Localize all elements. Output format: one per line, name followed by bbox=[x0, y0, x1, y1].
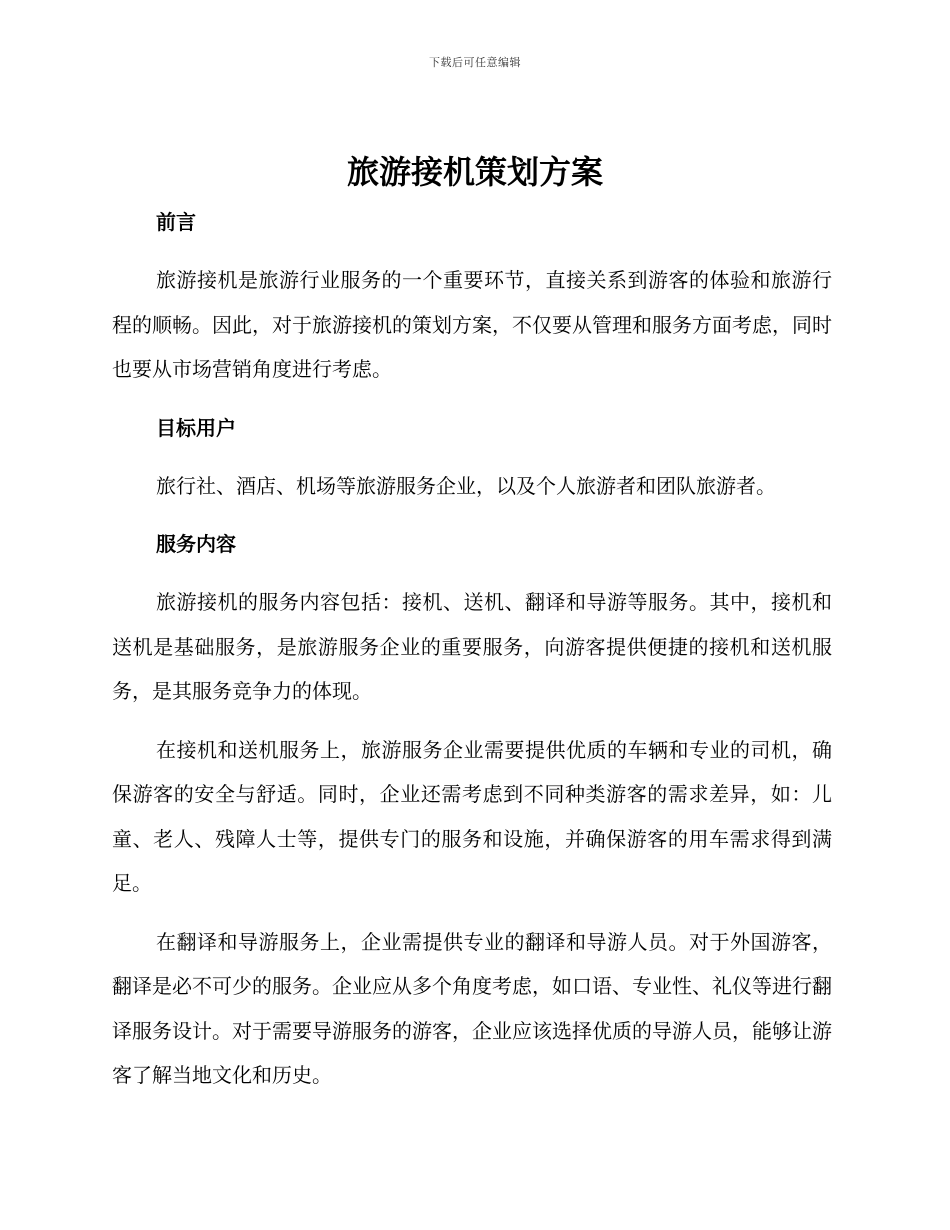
section-heading-target-users: 目标用户 bbox=[156, 415, 236, 440]
section-heading-service-content: 服务内容 bbox=[156, 532, 236, 556]
header-note: 下载后可任意编辑 bbox=[429, 56, 521, 69]
paragraph-target-users: 旅行社、酒店、机场等旅游服务企业，以及个人旅游者和团队旅游者。 bbox=[156, 473, 776, 498]
paragraph-service-content-2: 在接机和送机服务上，旅游服务企业需要提供优质的车辆和专业的司机，确保游客的安全与舒适。同时，企业还需考虑到不同种类游客的需求差异，如：儿童、老人、残障人士等，提供专门的服务和设施，并确保游客的用车需求得到满足。 bbox=[112, 737, 832, 895]
section-heading-preface: 前言 bbox=[156, 210, 196, 234]
document-body bbox=[112, 200, 832, 1098]
paragraph-service-content-3: 在翻译和导游服务上，企业需提供专业的翻译和导游人员。对于外国游客，翻译是必不可少的服务。企业应从多个角度考虑，如口语、专业性、礼仪等进行翻译服务设计。对于需要导游服务的游客，企业应该选择优质的导游人员，能够让游客了解当地文化和历史。 bbox=[112, 929, 832, 1087]
paragraph-preface: 旅游接机是旅游行业服务的一个重要环节，直接关系到游客的体验和旅游行程的顺畅。因此，对于旅游接机的策划方案，不仅要从管理和服务方面考虑，同时也要从市场营销角度进行考虑。 bbox=[112, 268, 832, 381]
paragraph-service-content-1: 旅游接机的服务内容包括：接机、送机、翻译和导游等服务。其中，接机和送机是基础服务，是旅游服务企业的重要服务，向游客提供便捷的接机和送机服务，是其服务竞争力的体现。 bbox=[112, 590, 832, 703]
document-title: 旅游接机策划方案 bbox=[346, 153, 603, 191]
